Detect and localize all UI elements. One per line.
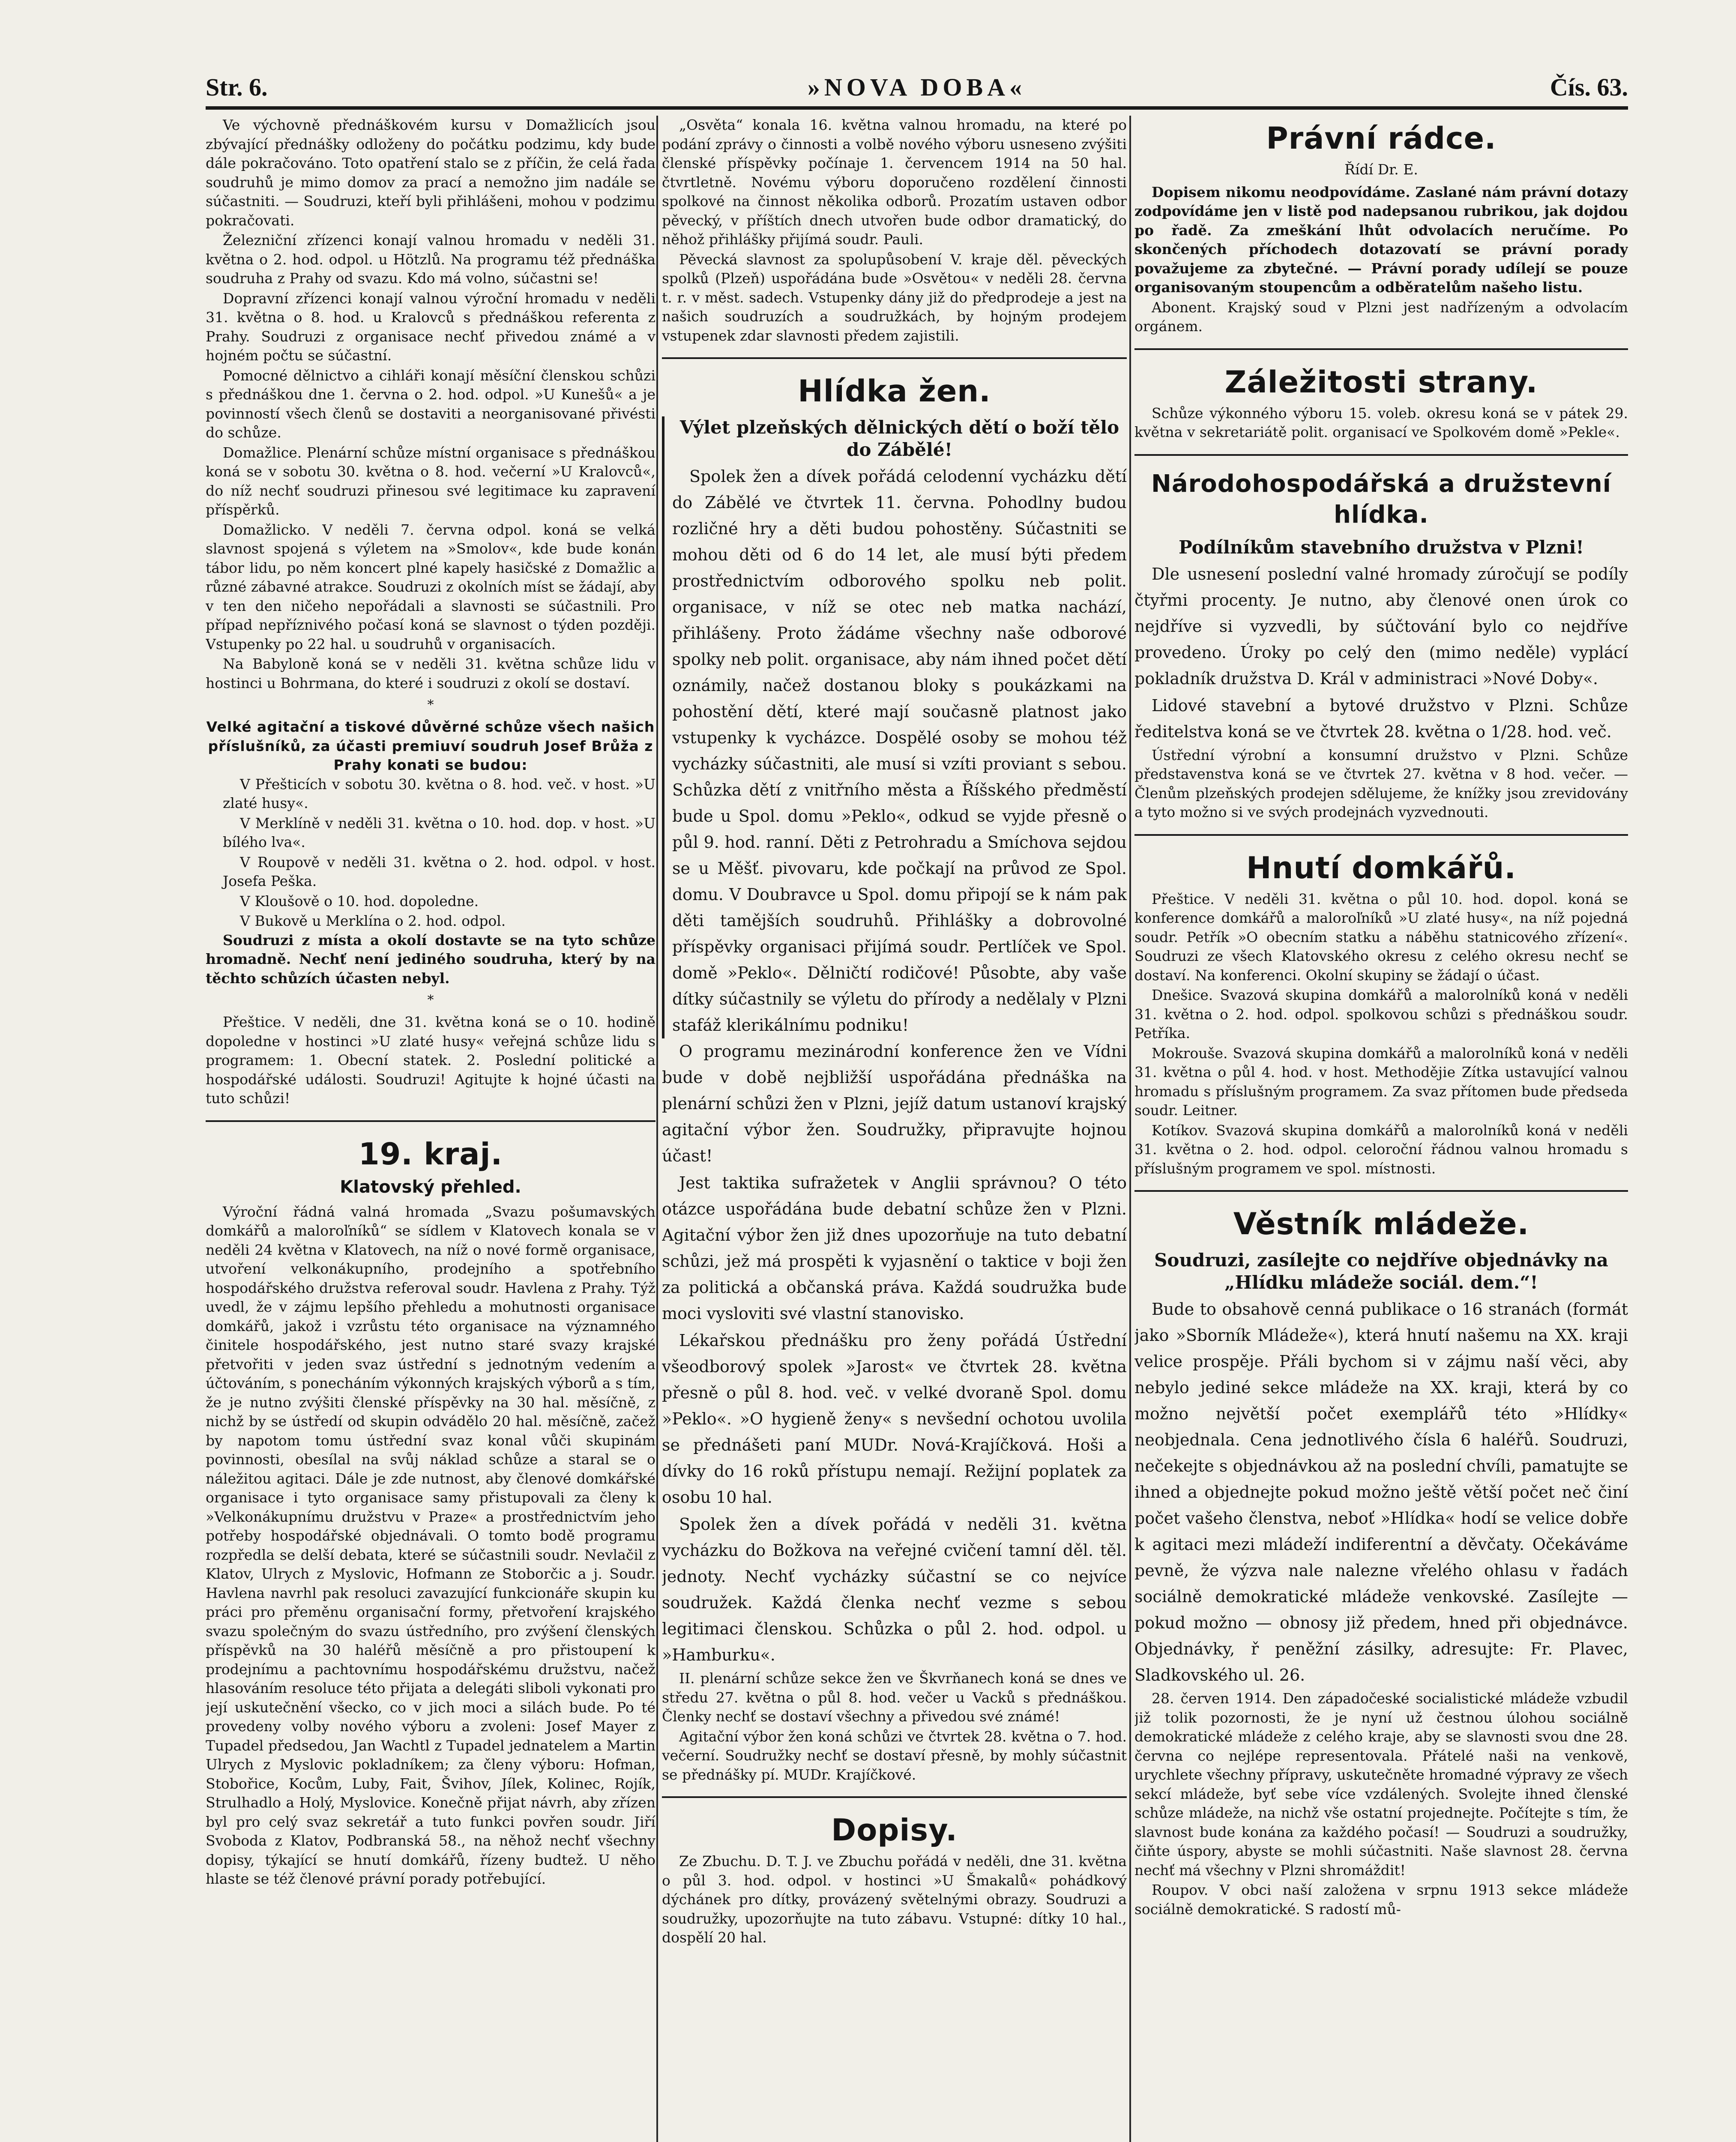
article-headline-podilnikum: Podílníkům stavebního družstva v Plzni! [1179, 536, 1584, 558]
section-title-vestnik-mladeze: Věstník mládeže. [1233, 1206, 1529, 1242]
article-domazlicko: Domažlicko. V neděli 7. června odpol. koná se velká slavnost spojená s výletem na »Smolov«, kde bude konán tábor lidu, po něm koncert plné kapely hasičské z Domažlic a různé zábavné atrakce. Soudruzi z okolních míst se žádají, aby v ten den ničeho nepořádali a slavnosti se súčastnili. Pro případ nepříznivého počasí koná se slavnost o týden později. Vstupenky po 22 hal. u soudruhů v organisacích. [206, 521, 655, 652]
issue-number: Čís. 63. [1550, 73, 1628, 101]
meeting-list [206, 775, 655, 931]
section-title-19-kraj: 19. kraj. [358, 1136, 503, 1172]
column-2 [662, 116, 1127, 2142]
column-divider [656, 116, 658, 2142]
page-header [206, 73, 1628, 107]
section-rule [1134, 1190, 1628, 1192]
section-star: * [427, 993, 434, 1008]
list-item: V Bukově u Merklína o 2. hod. odpol. [240, 912, 506, 929]
section-title-narodohospodarska: Národohospodářská a družstevní hlídka. [1151, 470, 1611, 529]
section-title-hlidka-zen: Hlídka žen. [798, 374, 991, 409]
article-ustredni-vyrobni: Ústřední výrobní a konsumní družstvo v Plzni. Schůze představenstva koná se ve čtvrtek 27. května v 8 hod. večer. — Členům plzeňských prodejen sdělujeme, že knížky jsou zrevidovány a tyto možno si ve svých prodejnách vyzvednouti. [1134, 746, 1628, 820]
article-taktika-sufrazetek: Jest taktika sufražetek v Anglii správnou? O této otázce uspořádána bude debatní schůze žen v Plzni. Agitační výbor žen již dnes upozorňuje na tuto debatní schůzi, jež má prospěti k vyjasnění o taktice v boji žen za politická a občanská práva. Každá soudružka bude moci vysloviti své vlastní stanovisko. [662, 1173, 1127, 1323]
article-podilnikum: Dle usnesení poslední valné hromady zúročují se podíly čtyřmi procenty. Je nutno, aby členové onen úrok co nejdříve si vyzvedli, by súčtování bylo co nejdříve provedeno. Úroky po celý den (mimo neděle) vyplácí pokladník družstva D. Král v administraci »Nové Doby«. [1134, 564, 1628, 688]
article-vylet-deti: Spolek žen a dívek pořádá celodenní vycházku dětí do Zábělé ve čtvrtek 11. června. Pohodlny budou rozličné hry a děti budou pohostěny. Súčastniti se mohou děti od 6 do 14 let, ale musí býti předem prostřednictvím odborového spolku neb polit. organisace, v níž se otec neb matka nachází, přihlášeny. Proto žádáme všechny naše odborové spolky neb polit. organisace, aby nám ihned počet dětí oznámily, načež dostanou bloky s poukázkami na pohostění dětí, které mají současně platnost jako vstupenky k vycházce. Dospělé osoby se mohou též vycházky súčastniti, ale musí si vzíti proviant s sebou. Schůzka dětí z vnitřního města a Říšského předměstí bude u Spol. domu »Peklo«, odkud se vyjde přesně o půl 9. hod. ranní. Děti z Petrohradu a Smíchova sejdou se u Měšť. pivovaru, kde počkají na průvod ze Spol. domu. V Doubravce u Spol. domu připojí se k nám pak děti tamějších soudruhů. Přihlášky a dobrovolné příspěvky organisaci přijímá soudr. Pertlíček ve Spol. domě »Peklo«. Dělničtí rodičové! Působte, aby vaše dítky súčastnily se výletu do přírody a nedělaly v Plzni stafáž klerikálnímu podniku! [672, 467, 1127, 1035]
section-rule [1134, 834, 1628, 836]
article-domazlice: Domažlice. Plenární schůze místní organisace s přednáškou koná se v sobotu 30. května o 8. hod. večerní »U Kralovců«, do níž nechť soudruzi přinesou své legitimace ku zapravení příspěrků. [206, 444, 655, 518]
article-pevecka-slavnost: Pěvecká slavnost za spolupůsobení V. kraje děl. pěveckých spolků (Plzeň) uspořádána bude »Osvětou« v neděli 28. června t. r. v měst. sadech. Vstupenky dány již do předprodeje a jest na našich soudruzích a soudružkách, by hojným prodejem vstupenek zdar slavnosti předem zajistili. [662, 251, 1127, 344]
section-title-pravni-radce: Právní rádce. [1266, 121, 1497, 156]
article-roupov: Roupov. V obci naší založena v srpnu 1913 sekce mládeže sociálně demokratické. S radostí mů- [1134, 1882, 1628, 1918]
list-item: V Roupově v neděli 31. května o 2. hod. odpol. v host. Josefa Peška. [223, 853, 655, 889]
list-item: V Kloušově o 10. hod. dopoledne. [240, 892, 479, 909]
article-kotikov: Kotíkov. Svazová skupina domkářů a malorolníků koná v neděli 31. května o 2. hod. odpol. celoroční řádnou valnou hromadu s příslušným programem ve spol. místnosti. [1134, 1122, 1628, 1177]
article-soudruzi-vyzva: Soudruzi z místa a okolí dostavte se na tyto schůze hromadně. Nechť není jediného soudruha, který by na těchto schůzích účasten nebyl. [206, 931, 655, 987]
article-agitacni-schuze: Velké agitační a tiskové důvěrné schůze všech našich příslušníků, za účasti premiuví soudruh Josef Brůža z Prahy konati se budou: [206, 718, 655, 773]
article-zeleznicni-zrizenci: Železniční zřízenci konají valnou hromadu v neděli 31. května o 2. hod. odpol. u Hötzlů. Na programu též přednáška soudruha z Prahy od svazu. Kdo má volno, súčastni se! [206, 232, 655, 287]
list-item: V Merklíně v neděli 31. května o 10. hod. dop. v host. »U bílého lva«. [223, 814, 655, 850]
article-prestice: Přeštice. V neděli, dne 31. května koná se o 10. hodině dopoledne v hostinci »U zlaté husy« veřejná schůze lidu s programem: 1. Obecní statek. 2. Poslední politické a hospodářské události. Soudruzi! Agitujte k hojné účasti na tuto schůzi! [206, 1014, 655, 1107]
article-schuze-vykonneho-vyboru: Schůze výkonného výboru 15. voleb. okresu koná se v pátek 29. května v sekretariátě polit. organisací ve Spolkovém domě »Pekle«. [1134, 404, 1628, 440]
article-pravni-info: Dopisem nikomu neodpovídáme. Zaslané nám právní dotazy zodpovídáme jen v listě pod nadepsanou rubrikou, jak dojdou po řadě. Za zmeškání lhůt odvolacích neručíme. Po skončených příchodech dotazovatí se právní porady považujeme za zbytečné. — Právní porady udílejí se pouze organisovaným stoupencům a odběratelům našeho listu. [1134, 183, 1628, 296]
article-ze-zbuchu: Ze Zbuchu. D. T. J. ve Zbuchu pořádá v neděli, dne 31. května o půl 3. hod. odpol. v hostinci »U Šmakalů« pohádkový dýchánek pro dítky, provázený světelnými obrazy. Soudruzi a soudružky, upozorňujte na tuto zábavu. Vstupné: dítky 10 hal., dospělí 20 hal. [662, 1853, 1127, 1946]
article-kurs-domazlice: Ve výchovně přednáškovém kursu v Domažlicích jsou zbývající přednášky odloženy do počátku podzimu, kdy bude dále pokračováno. Toto opatření stalo se z příčin, že celá řada soudruhů je mimo domov za prací a nemožno jim nadále se súčastniti. — Soudruzi, kteří byli přihlášeni, mohou v podzimu pokračovati. [206, 117, 655, 229]
article-konference-zen: O programu mezinárodní konference žen ve Vídni bude v době nejbližší uspořádána přednáška na plenární schůzi žen v Plzni, jejíž datum ustanoví krajský agitační výbor žen. Soudružky, připravujte hojnou účast! [662, 1042, 1127, 1165]
header-rule [206, 106, 1628, 110]
section-title-zalezitosti: Záležitosti strany. [1224, 364, 1538, 400]
section-subtitle-klatovsky: Klatovský přehled. [340, 1177, 521, 1197]
column-3 [1134, 116, 1628, 2142]
article-babylon: Na Babyloně koná se v neděli 31. května schůze lidu v hostinci u Bohrmana, do které i soudruzi z okolí se dostaví. [206, 655, 655, 691]
section-title-hnuti-domkaru: Hnutí domkářů. [1246, 850, 1516, 886]
article-prestice-domkari: Přeštice. V neděli 31. května o půl 10. hod. dopol. koná se konference domkářů a maloroľníků »U zlaté husy«, na níž pojedná soudr. Petřík »O obecním statku a náběhu statnicového zřízení«. Soudruzi ze všech Klatovského okresu z celého okresu nechť se dostaví. Na konferenci. Okolní skupiny se žádají o účast. [1134, 890, 1628, 984]
article-osveta: „Osvěta“ konala 16. května valnou hromadu, na které po podání zprávy o činnosti a volbě nového výboru usneseno zvýšiti členské příspěvky počínaje 1. červencem 1914 na 50 hal. čtvrtletně. Novému výboru doporučeno rozdělení činnosti spolkové na činnost několika odborů. Prozatím ustaven odbor pěvecký, v příštích dnech utvořen bude odbor dramatický, do něhož přihlášky přijímá soudr. Pauli. [662, 117, 1127, 248]
page-number: Str. 6. [206, 73, 268, 101]
section-rule [662, 357, 1127, 359]
article-headline-objednavky: Soudruzi, zasílejte co nejdříve objednávky na „Hlídku mládeže sociál. dem.“! [1154, 1250, 1608, 1293]
section-rule [206, 1120, 655, 1122]
section-editor: Řídí Dr. E. [1344, 161, 1418, 178]
masthead-title: »NOVA DOBA« [807, 73, 1027, 101]
article-dopravni-zrizenci: Dopravní zřízenci konají valnou výroční hromadu v neděli 31. května o 8. hod. u Kralovců s přednáškou referenta z Prahy. Soudruzi z organisace nechť přivedou známé a v hojném počtu se súčastní. [206, 290, 655, 364]
section-rule [1134, 348, 1628, 350]
section-rule [1134, 454, 1628, 456]
article-lidove-stavebni: Lidové stavební a bytové družstvo v Plzni. Schůze ředitelstva koná se ve čtvrtek 28. května o 1/28. hod. več. [1134, 696, 1628, 741]
article-pomocne-delnictvo: Pomocné dělnictvo a cihláři konají měsíční členskou schůzi s přednáškou dne 1. června o 2. hod. odpol. »U Kunešů« a je povinností všech členů se dostaviti a neorganisované přivésti do schůze. [206, 367, 655, 441]
article-hlidka-mladeze: Bude to obsahově cenná publikace o 16 stranách (formát jako »Sborník Mládeže«), která hnutí našemu na XX. kraji velice prospěje. Přáli bychom si v zájmu naší věci, aby nebylo jediné sekce mládeže na XX. kraji, která by co možno největší počet exemplářů této »Hlídky« neobjednala. Cena jednotlivého čísla 6 haléřů. Soudruzi, nečekejte s objednávkou až na poslední chvíli, pamatujte se ihned a objednejte pokud možno ještě větší počet neč činí počet vašeho členstva, neboť »Hlídka« hodí se velice dobře k agitaci mezi mládeží indiferentní a děvčaty. Očekáváme pevně, že výzva nale nalezne vřelého ohlasu v řadách sociálně demokratické mládeže venkovské. Zasílejte — pokud možno — obnosy již předem, hned při objednávce. Objednávky, ř peněžní zásilky, adresujte: Fr. Plavec, Sladkovského ul. 26. [1134, 1300, 1628, 1684]
article-headline-vylet: Výlet plzeňských dělnických dětí o boží tělo do Zábělé! [679, 417, 1119, 460]
column-1 [206, 116, 655, 2142]
article-agitacni-vybor-zen: Agitační výbor žen koná schůzi ve čtvrtek 28. května o 7. hod. večerní. Soudružky nechť se dostaví přesně, by mohly súčastnit se přednášky pí. MUDr. Krajíčkové. [662, 1728, 1127, 1783]
zeny-block [662, 416, 1127, 1038]
article-plenarni-schuze-skvrnany: II. plenární schůze sekce žen ve Škvrňanech koná se dnes ve středu 27. května o půl 8. hod. večer u Vacků s přednáškou. Členky nechť se dostaví všechny a přivedou své známé! [662, 1670, 1127, 1725]
list-item: V Přešticích v sobotu 30. května o 8. hod. več. v host. »U zlaté husy«. [223, 775, 655, 811]
article-dnesice: Dnešice. Svazová skupina domkářů a malorolníků koná v neděli 31. května o 2. hod. odpol. spolkovou schůzi s přednáškou soudr. Petříka. [1134, 987, 1628, 1041]
article-abonent: Abonent. Krajský soud v Plzni jest nadřízeným a odvolacím orgánem. [1134, 299, 1628, 335]
article-mokrouse: Mokrouše. Svazová skupina domkářů a malorolníků koná v neděli 31. května o půl 4. hod. v host. Methodějie Zítka ustavující valnou hromadu s příslušným programem. Za svaz přítomen bude předseda soudr. Leitner. [1134, 1044, 1628, 1119]
section-rule [662, 1796, 1127, 1798]
article-spolek-zen-vychazka: Spolek žen a dívek pořádá v neděli 31. května vycházku do Božkova na veřejné cvičení tamní děl. těl. jednoty. Nechť vycházky súčastní se co nejvíce soudružek. Každá členka nechť vezme s sebou legitimaci členskou. Schůzka o půl 2. hod. odpol. u »Hamburku«. [662, 1515, 1127, 1664]
article-vyrocni-valna-hromada: Výroční řádná valná hromada „Svazu pošumavských domkářů a maloroľníků“ se sídlem v Klatovech konala se v neděli 24 května v Klatovech, na níž o nové formě organisace, utvoření velkonákupního, prodejního a spotřebního hospodářského družstva referoval soudr. Havlena z Prahy. Týž uvedl, že v zájmu lepšího přehledu a mohutnosti organisace domkářů, jakož i vzrůstu této organisace na významného činitele hospodářského, jest nutno staré svazy krajské přetvořiti v jeden svaz ústřední s jednotným vedením a účtováním, s ponecháním výkonných krajských výborů a s tím, že je nutno zvýšiti členské příspěvky na 30 hal. měsíčně, z nichž by se ústředí od skupin odvádělo 20 hal. měsíčně, začež by napotom tomu ústřední svaz konal vůči skupinám povinnosti, obesílal na svůj náklad schůze a staral se o náležitou agitaci. Dále je zde nutnost, aby členové domkářské organisace i tyto organisace samy přistupovali za členy k »Velkonákupnímu družstvu v Praze« a prostřednictvím jeho potřeby hospodářské objednávali. O tomto bodě programu rozpředla se delší debata, které se súčastnili soudr. Nevlačil z Klatov, Ulrych z Myslovic, Hofmann ze Stoborčic a j. Soudr. Havlena navrhl pak resoluci zavazující funkcionáře skupin ku práci pro přeměnu organisační formy, přetvoření krajského svazu společným do svazu ústředního, pro zvýšení členských příspěvků na 30 haléřů měsíčně a pro přistoupení k prodejnímu a pachtovnímu hospodářskému družstvu, načež hlasováním resoluce této přijata a delegáti sliboli vykonati pro její uskutečnění všecko, co v jich moci a silách bude. Po té provedeny volby nového výboru a zvoleni: Josef Mayer z Tupadel předsedou, Jan Wachtl z Tupadel jednatelem a Martin Ulrych z Myslovic pokladníkem; za členy výboru: Hofman, Stobořice, Kocům, Luby, Fait, Švihov, Jílek, Kolinec, Rojík, Strulhadlo a Holý, Myslovice. Konečně přijat návrh, aby zřízen byl pro celý svaz sekretář a tuto funkci povřen soudr. Jiří Svoboda z Klatov, Podbranská 58., na něhož nechť všechny dopisy, týkající se hnutí domkářů, řízeny budtež. U něho hlaste se též členové právní porady potřebující. [206, 1203, 655, 1887]
column-divider [1129, 116, 1131, 2142]
article-lekarska-prednaska: Lékařskou přednášku pro ženy pořádá Ústřední všeodborový spolek »Jarost« ve čtvrtek 28. května přesně o půl 8. hod. več. v velké dvoraně Spol. domu »Peklo«. »O hygieně ženy« s nevšední ochotou uvolila se přednášeti paní MUDr. Nová-Krajíčková. Hoši a dívky do 16 roků přístupu nemají. Režijní poplatek za osobu 10 hal. [662, 1331, 1127, 1507]
article-28-cerven: 28. červen 1914. Den západočeské socialistické mládeže vzbudil již tolik pozornosti, že je nyní už čestnou úlohou sociálně demokratické mládeže z celého kraje, aby se slavnosti svou dne 28. června co nejlépe representovala. Přátelé naši na venkově, urychlete všechny přípravy, uskutečněte hromadné výpravy ze všech sekcí mládeže, byť sebe více vzdálených. Svolejte ihned členské schůze mládeže, na nichž vše ostatní projednejte. Počítejte s tím, že slavnost bude konána za každého počasí! — Soudruzi a soudružky, čiňte úspory, abyste se mohli súčastniti. Naše slavnost 28. června nechť má všechny v Plzni shromáždit! [1134, 1690, 1628, 1879]
section-title-dopisy: Dopisy. [831, 1813, 958, 1848]
section-star: * [427, 697, 434, 712]
